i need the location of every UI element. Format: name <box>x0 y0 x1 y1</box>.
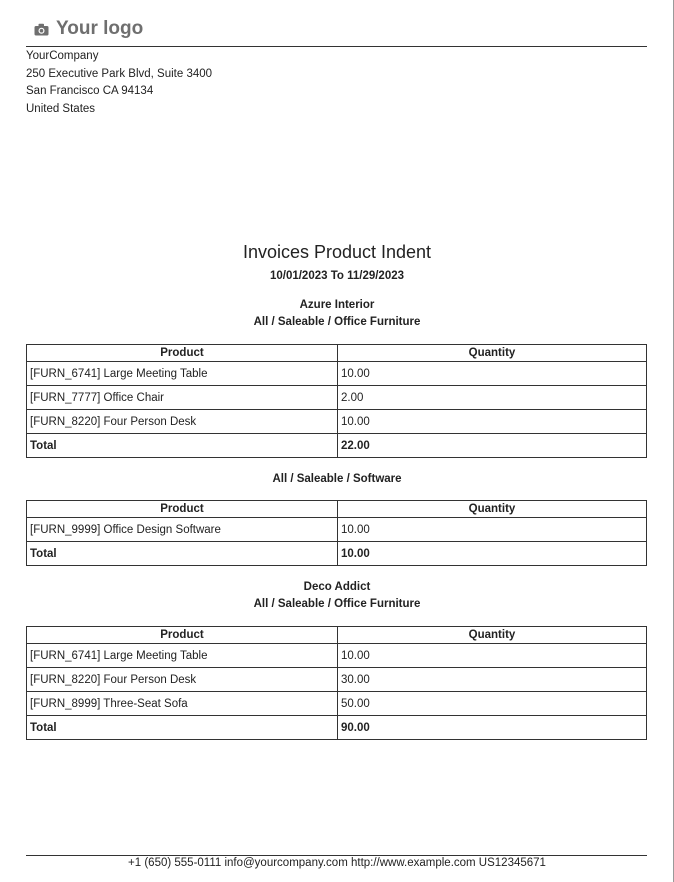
total-row <box>27 716 647 740</box>
product-cell: [FURN_6741] Large Meeting Table <box>27 644 338 668</box>
product-column-header: Product <box>27 627 338 644</box>
footer-contact: +1 (650) 555-0111 info@yourcompany.com http://www.example.com US12345671 <box>128 857 546 869</box>
table-row <box>27 362 647 386</box>
partner-name: Azure Interior <box>299 299 375 311</box>
table-row <box>27 668 647 692</box>
total-row <box>27 542 647 566</box>
report-date-range: 10/01/2023 To 11/29/2023 <box>269 270 405 282</box>
company-city: San Francisco CA 94134 <box>26 85 154 97</box>
company-street: 250 Executive Park Blvd, Suite 3400 <box>26 67 213 80</box>
category-label: All / Saleable / Office Furniture <box>253 598 421 610</box>
quantity-cell: 2.00 <box>338 386 647 410</box>
table-row <box>27 410 647 434</box>
total-label: Total <box>27 716 338 740</box>
product-quantity-table <box>26 626 647 740</box>
report-title: Invoices Product Indent <box>242 242 432 262</box>
quantity-cell: 50.00 <box>338 692 647 716</box>
camera-icon <box>34 23 49 36</box>
company-logo <box>34 18 143 40</box>
table-row <box>27 386 647 410</box>
product-cell: [FURN_8220] Four Person Desk <box>27 410 338 434</box>
product-column-header: Product <box>27 345 338 362</box>
table-header-row <box>27 501 647 518</box>
quantity-column-header: Quantity <box>338 501 647 518</box>
product-cell: [FURN_9999] Office Design Software <box>27 518 338 542</box>
table-row <box>27 644 647 668</box>
footer-divider <box>26 855 647 856</box>
partner-name: Deco Addict <box>303 581 371 593</box>
quantity-cell: 10.00 <box>338 644 647 668</box>
company-name: YourCompany <box>26 50 99 62</box>
total-quantity: 90.00 <box>338 716 647 740</box>
category-label: All / Saleable / Software <box>272 473 402 485</box>
logo-text: Your logo <box>56 18 144 39</box>
quantity-cell: 10.00 <box>338 410 647 434</box>
table-header-row <box>27 627 647 644</box>
company-country: United States <box>26 102 96 115</box>
category-label: All / Saleable / Office Furniture <box>253 316 421 328</box>
table-row <box>27 692 647 716</box>
total-quantity: 22.00 <box>338 434 647 458</box>
quantity-cell: 10.00 <box>338 518 647 542</box>
table-row <box>27 518 647 542</box>
company-address <box>26 48 212 118</box>
header-divider <box>26 46 647 47</box>
product-cell: [FURN_6741] Large Meeting Table <box>27 362 338 386</box>
product-column-header: Product <box>27 501 338 518</box>
quantity-cell: 10.00 <box>338 362 647 386</box>
total-row <box>27 434 647 458</box>
product-cell: [FURN_7777] Office Chair <box>27 386 338 410</box>
quantity-cell: 30.00 <box>338 668 647 692</box>
table-header-row <box>27 345 647 362</box>
total-quantity: 10.00 <box>338 542 647 566</box>
quantity-column-header: Quantity <box>338 345 647 362</box>
product-cell: [FURN_8220] Four Person Desk <box>27 668 338 692</box>
product-cell: [FURN_8999] Three-Seat Sofa <box>27 692 338 716</box>
product-quantity-table <box>26 500 647 566</box>
product-quantity-table <box>26 344 647 458</box>
quantity-column-header: Quantity <box>338 627 647 644</box>
total-label: Total <box>27 542 338 566</box>
total-label: Total <box>27 434 338 458</box>
